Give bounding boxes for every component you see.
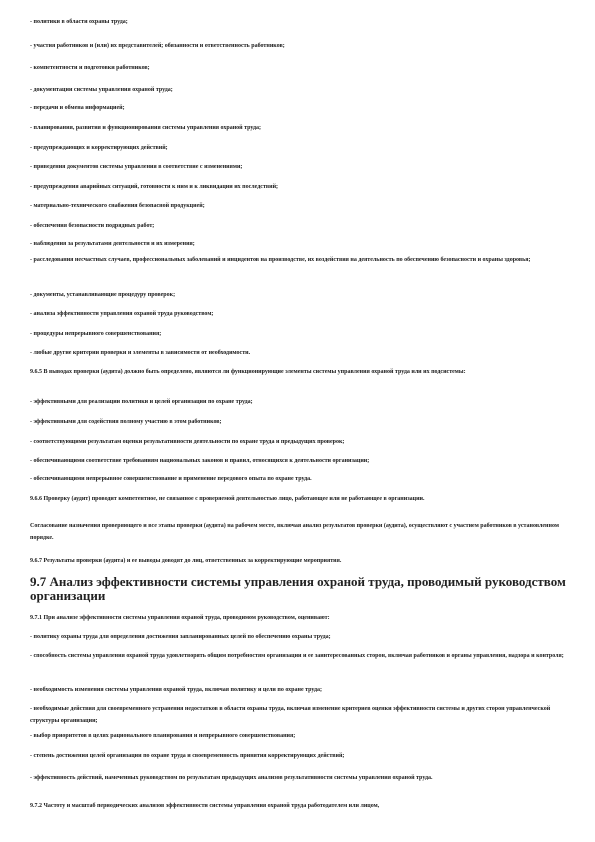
section-paragraph: - необходимость изменения системы управления охраной труда, включая политику и цели по охране труда;: [30, 687, 323, 693]
body-paragraph: - участия работников и (или) их представителей; обязанности и ответственность работников;: [30, 43, 285, 49]
body-paragraph: - политики в области охраны труда;: [30, 19, 128, 25]
section-paragraph: - степень достижения целей организации по охране труда и своевременность принятия корректирующих действий;: [30, 753, 345, 759]
body-paragraph: - приведения документов системы управления в соответствие с изменениями;: [30, 164, 243, 170]
section-paragraph: - политику охраны труда для определения достижения запланированных целей по обеспечению охраны труда;: [30, 634, 331, 640]
body-paragraph: 9.6.6 Проверку (аудит) проводит компетентное, не связанное с проверяемой деятельностью лицо, работающее или не работающее в организации.: [30, 496, 425, 502]
body-paragraph: - материально-технического снабжения безопасной продукцией;: [30, 203, 205, 209]
section-paragraph: - необходимые действия для своевременного устранения недостатков в области охраны труда, включая изменение критериев оценки эффективности системы и других сторон управленческой структуры организации;: [30, 706, 551, 724]
body-paragraph: - передачи и обмена информацией;: [30, 105, 125, 111]
body-paragraph: - эффективными для содействия полному участию в этом работников;: [30, 419, 222, 425]
body-paragraph: 9.6.7 Результаты проверки (аудита) и ее выводы доводят до лиц, ответственных за корректирующие мероприятия.: [30, 558, 342, 564]
section-paragraph: 9.7.1 При анализе эффективности системы управления охраной труда, проводимом руководством, оценивают:: [30, 615, 330, 621]
body-paragraph: - соответствующими результатам оценки результативности деятельности по охране труда и предыдущих проверок;: [30, 439, 345, 445]
body-paragraph: - обеспечивающими непрерывное совершенствование и применение передового опыта по охране труда.: [30, 476, 312, 482]
body-paragraph: - обеспечения безопасности подрядных работ;: [30, 223, 155, 229]
body-paragraph: - предупреждающих и корректирующих действий;: [30, 145, 168, 151]
body-paragraph: Согласование назначения проверяющего и все этапы проверки (аудита) на рабочем месте, включая анализ результатов проверки (аудита), осуществляют с участием работников в установленном порядке.: [30, 523, 559, 541]
body-paragraph: - предупреждения аварийных ситуаций, готовности к ним и к ликвидации их последствий;: [30, 184, 279, 190]
section-heading: 9.7 Анализ эффективности системы управления охраной труда, проводимый руководством организации: [30, 574, 566, 603]
section-paragraph: - способность системы управления охраной труда удовлетворять общим потребностям организации и ее заинтересованных сторон, включая работников и органы управления, надзора и контроля;: [30, 653, 564, 659]
section-paragraph: - выбор приоритетов в целях рационального планирования и непрерывного совершенствования;: [30, 733, 296, 739]
body-paragraph: - эффективными для реализации политики и целей организации по охране труда;: [30, 399, 253, 405]
body-paragraph: - анализа эффективности управления охраной труда руководством;: [30, 311, 214, 317]
section-paragraph: - эффективность действий, намеченных руководством по результатам предыдущих анализов результативности системы управления охраной труда.: [30, 775, 433, 781]
body-paragraph: - документации системы управления охраной труда;: [30, 87, 173, 93]
body-paragraph: - процедуры непрерывного совершенствования;: [30, 331, 162, 337]
body-paragraph: - документы, устанавливающие процедуру проверок;: [30, 292, 176, 298]
body-paragraph: - планирования, развития и функционирования системы управления охраной труда;: [30, 125, 262, 131]
body-paragraph: - расследования несчастных случаев, профессиональных заболеваний и инцидентов на производстве, их воздействия на деятельность по обеспечению безопасности и охраны здоровья;: [30, 257, 531, 263]
section-paragraph: 9.7.2 Частоту и масштаб периодических анализов эффективности системы управления охраной труда работодателем или лицом,: [30, 803, 380, 809]
body-paragraph: 9.6.5 В выводах проверки (аудита) должно быть определено, являются ли функционирующие элементы системы управления охраной труда или их подсистемы:: [30, 369, 466, 375]
body-paragraph: - обеспечивающими соответствие требованиям национальных законов и правил, относящихся к деятельности организации;: [30, 458, 370, 464]
body-paragraph: - наблюдения за результатами деятельности и их измерения;: [30, 241, 195, 247]
body-paragraph: - компетентности и подготовки работников;: [30, 65, 150, 71]
body-paragraph: - любые другие критерии проверки и элементы в зависимости от необходимости.: [30, 350, 251, 356]
